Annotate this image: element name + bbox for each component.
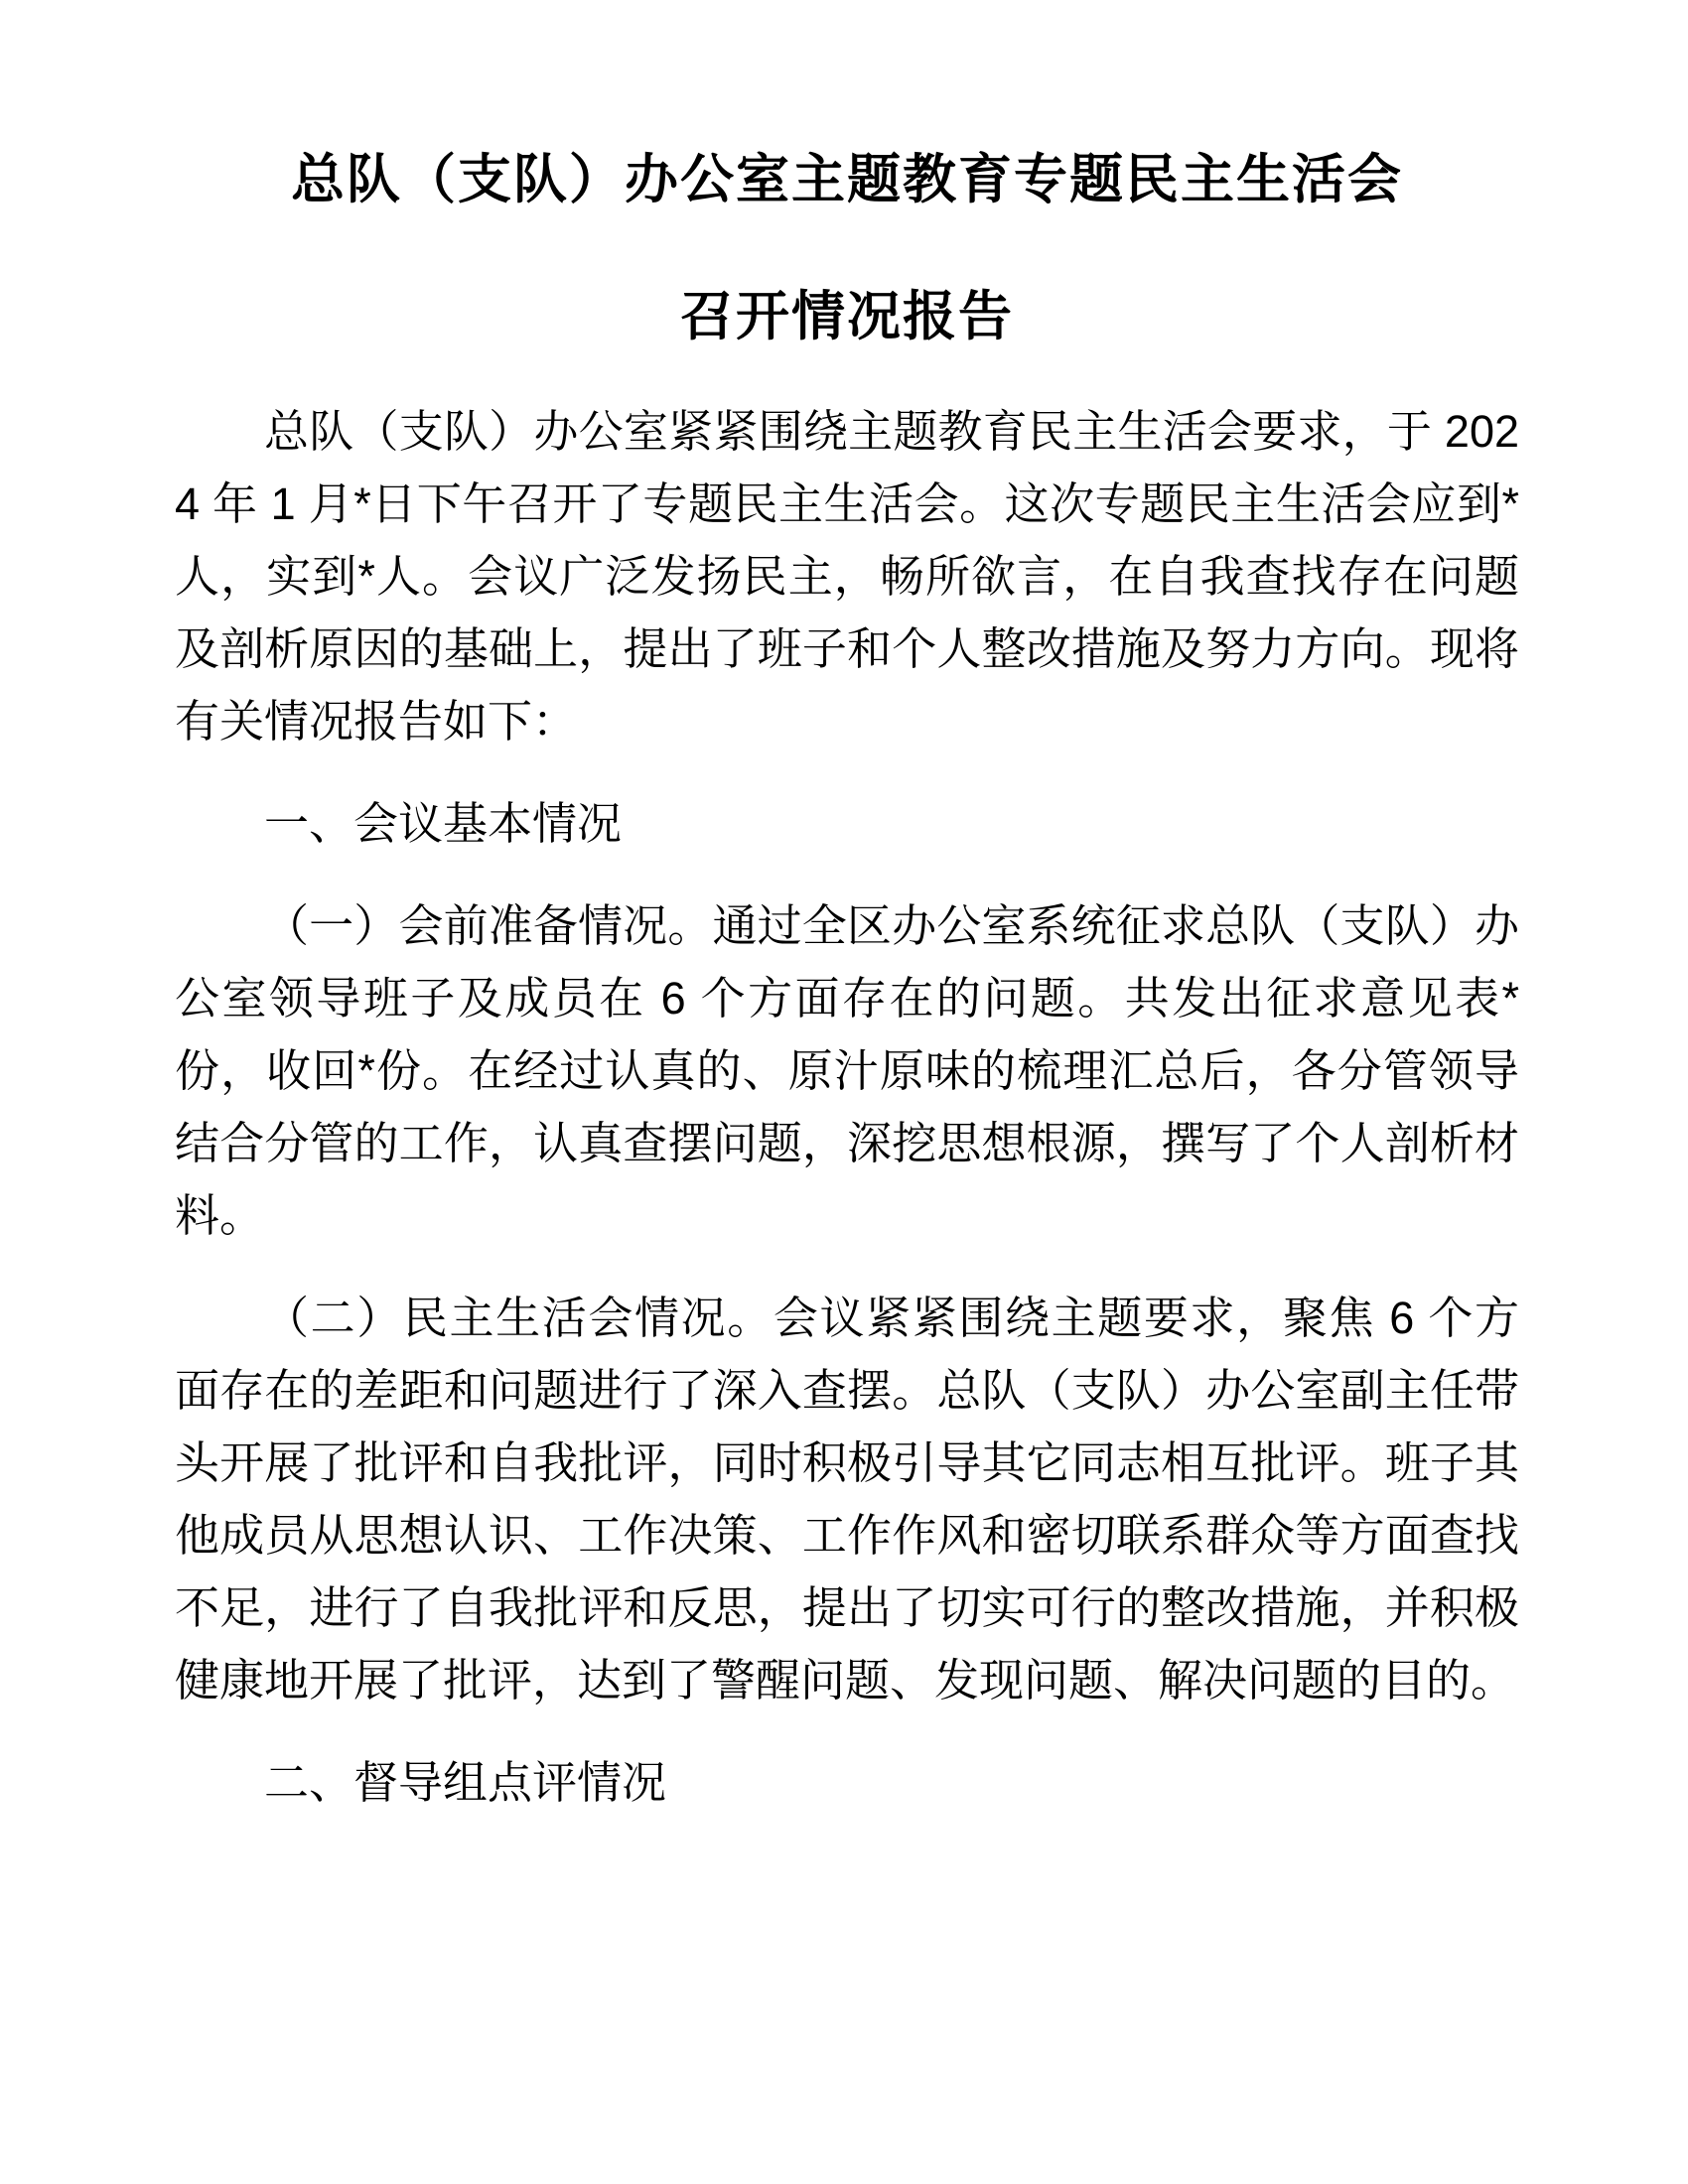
paragraph-democratic-life-meeting: （二）民主生活会情况。会议紧紧围绕主题要求，聚焦 6 个方面存在的差距和问题进行了深入查摆。总队（支队）办公室副主任带头开展了批评和自我批评，同时积极引导其它同志相互批评。班子其他成员从思想认识、工作决策、工作作风和密切联系群众等方面查找不足，进行了自我批评和反思，提出了切实可行的整改措施，并积极健康地开展了批评，达到了警醒问题、发现问题、解决问题的目的。 (175, 1293, 1519, 1706)
document-title-line-2: 召开情况报告 (680, 287, 1014, 346)
document-title-line-1: 总队（支队）办公室主题教育专题民主生活会 (291, 150, 1403, 209)
paragraph-intro: 总队（支队）办公室紧紧围绕主题教育民主生活会要求，于 2024 年 1 月*日下午召开了专题民主生活会。这次专题民主生活会应到*人，实到*人。会议广泛发扬民主，畅所欲言，在自我查找存在问题及剖析原因的基础上，提出了班子和个人整改措施及努力方向。现将有关情况报告如下： (175, 406, 1519, 747)
section-heading-2: 二、督导组点评情况 (264, 1757, 667, 1808)
section-heading-1: 一、会议基本情况 (264, 798, 623, 849)
document-title (175, 111, 1519, 385)
document-body (175, 395, 1519, 1819)
paragraph-pre-meeting-preparation: （一）会前准备情况。通过全区办公室系统征求总队（支队）办公室领导班子及成员在 6 个方面存在的问题。共发出征求意见表*份，收回*份。在经过认真的、原汁原味的梳理汇总后，各分管领导结合分管的工作，认真查摆问题，深挖思想根源，撰写了个人剖析材料。 (175, 900, 1519, 1241)
